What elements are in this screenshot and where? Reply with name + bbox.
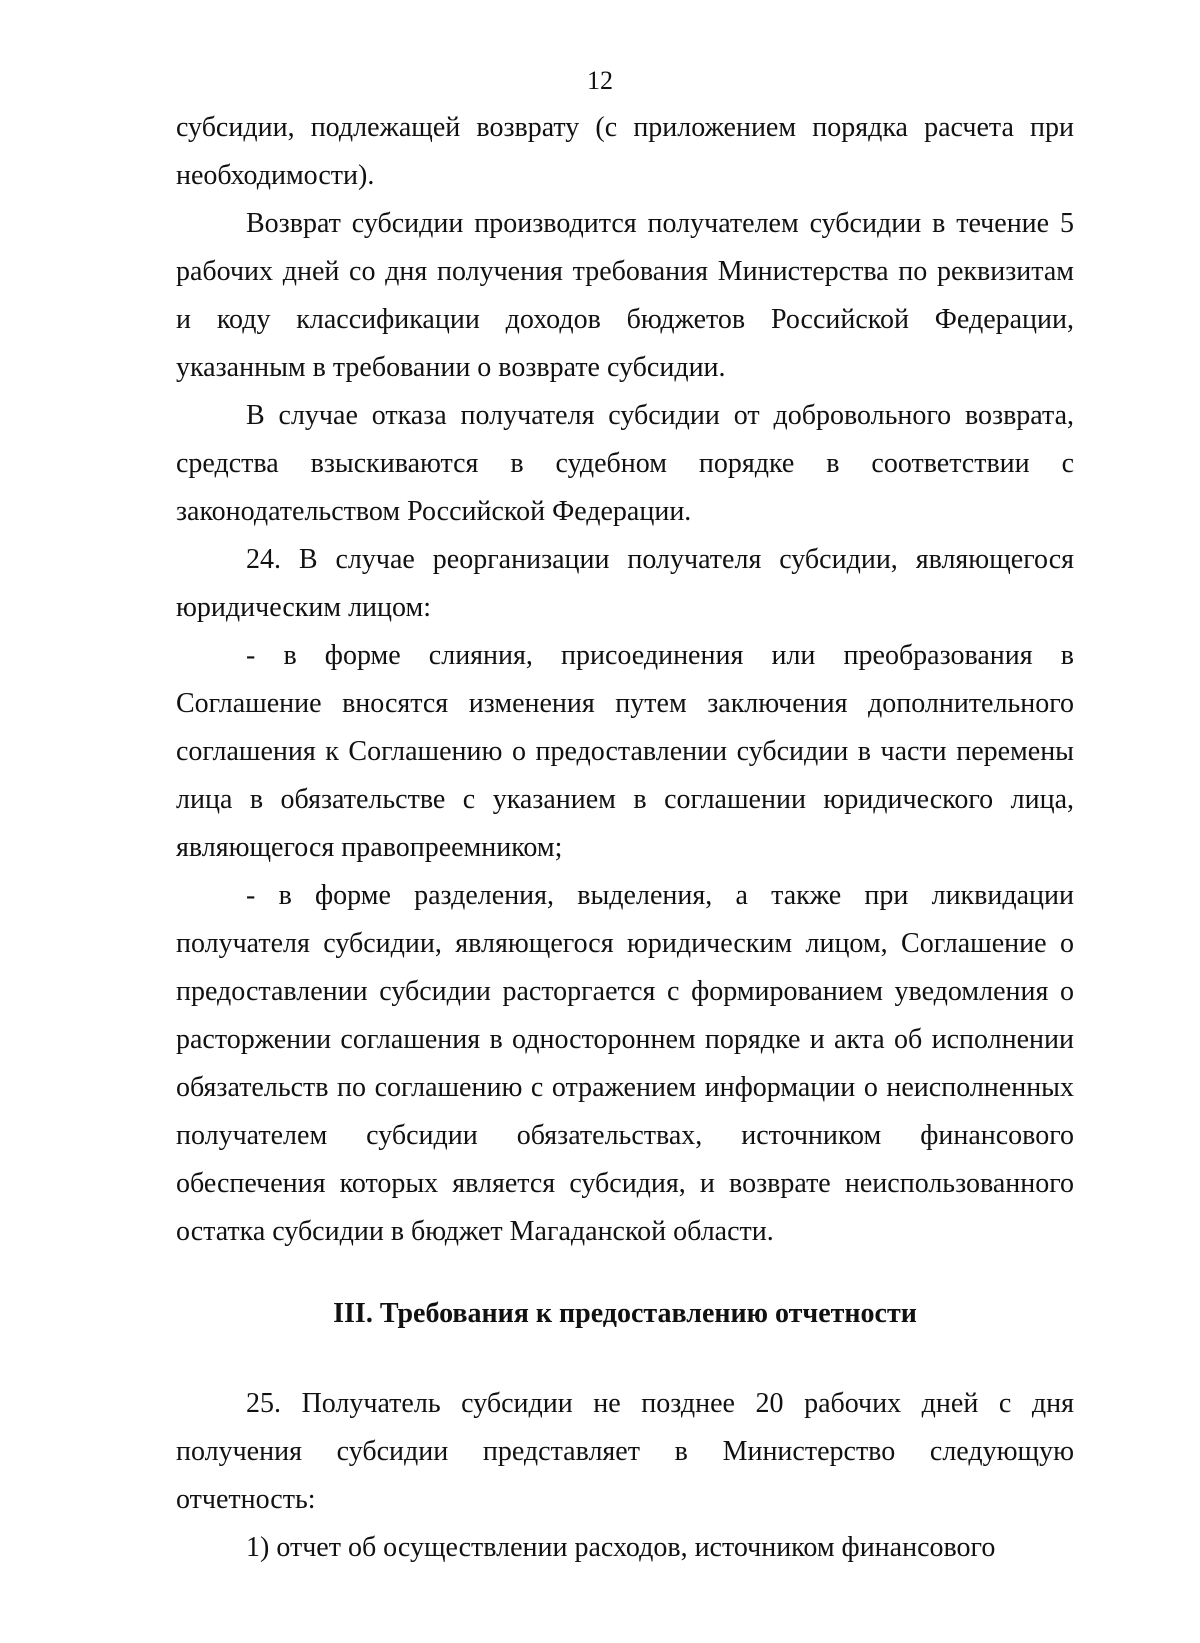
document-body bbox=[176, 104, 1074, 1572]
paragraph-merger-form: - в форме слияния, присоединения или преобразования в Соглашение вносятся изменения путем заключения дополнительного соглашения к Соглашению о предоставлении субсидии в части перемены лица в обязательстве с указанием в соглашении юридического лица, являющегося правопреемником; bbox=[176, 640, 1074, 863]
paragraph-report-1: 1) отчет об осуществлении расходов, источником финансового bbox=[246, 1532, 996, 1563]
paragraph-refund-calculation: субсидии, подлежащей возврату (с приложением порядка расчета при необходимости). bbox=[176, 112, 1074, 191]
section-heading: III. Требования к предоставлению отчетности bbox=[333, 1298, 917, 1329]
paragraph-refund-terms: Возврат субсидии производится получателем субсидии в течение 5 рабочих дней со дня получения требования Министерства по реквизитам и коду классификации доходов бюджетов Российской Федерации, указанным в требовании о возврате субсидии. bbox=[176, 208, 1074, 383]
page-number: 12 bbox=[587, 66, 613, 95]
paragraph-item-24: 24. В случае реорганизации получателя субсидии, являющегося юридическим лицом: bbox=[176, 544, 1074, 623]
paragraph-division-form: - в форме разделения, выделения, а также при ликвидации получателя субсидии, являющегося юридическим лицом, Соглашение о предоставлении субсидии расторгается с формированием уведомления о расторжении соглашения в одностороннем порядке и акта об исполнении обязательств по соглашению с отражением информации о неисполненных получателем субсидии обязательствах, источником финансового обеспечения которых является субсидия, и возврате неиспользованного остатка субсидии в бюджет Магаданской области. bbox=[176, 880, 1074, 1247]
paragraph-item-25: 25. Получатель субсидии не позднее 20 рабочих дней с дня получения субсидии представляет в Министерство следующую отчетность: bbox=[176, 1388, 1074, 1515]
paragraph-refusal-court: В случае отказа получателя субсидии от добровольного возврата, средства взыскиваются в судебном порядке в соответствии с законодательством Российской Федерации. bbox=[176, 400, 1074, 527]
